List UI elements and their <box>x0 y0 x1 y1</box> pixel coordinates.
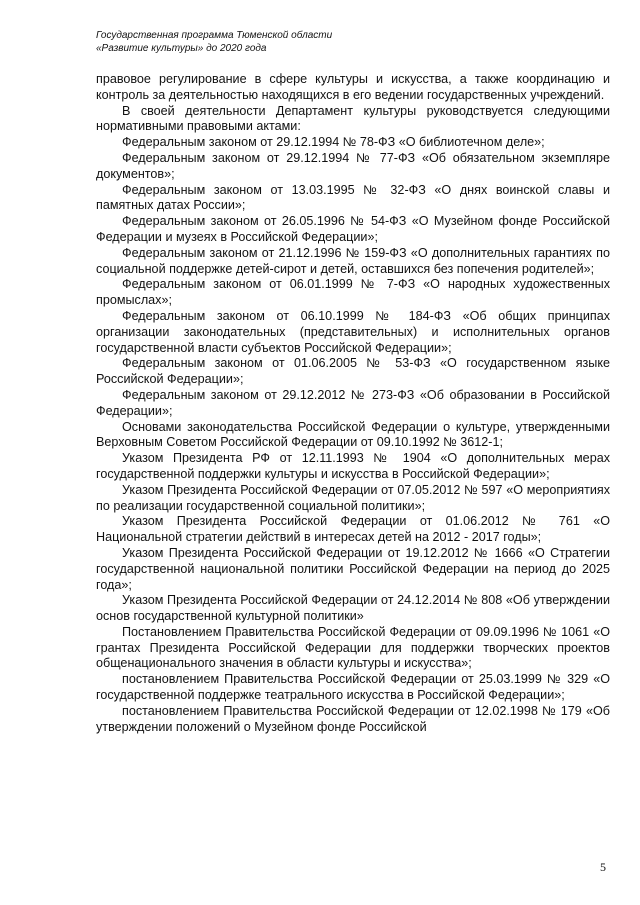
running-header <box>96 30 516 55</box>
legal-act-item: Федеральным законом от 13.03.1995 № 32-ФЗ «О днях воинской славы и памятных датах России»; <box>96 182 610 213</box>
legal-act-item: Федеральным законом от 29.12.1994 № 77-ФЗ «Об обязательном экземпляре документов»; <box>96 150 610 181</box>
legal-act-item: Указом Президента Российской Федерации от 07.05.2012 № 597 «О мероприятиях по реализации государственной социальной политики»; <box>96 482 610 513</box>
legal-act-item: Федеральным законом от 29.12.1994 № 78-ФЗ «О библиотечном деле»; <box>122 135 545 150</box>
legal-act-item: Федеральным законом от 06.10.1999 № 184-ФЗ «Об общих принципах организации законодательных (представительных) и исполнительных органов государственной власти субъектов Российской Федерации»; <box>96 308 610 355</box>
legal-act-item: Указом Президента Российской Федерации от 24.12.2014 № 808 «Об утверждении основ государственной культурной политики» <box>96 593 610 624</box>
header-program-subtitle: «Развитие культуры» до 2020 года <box>96 42 267 54</box>
document-body <box>96 72 610 735</box>
legal-act-item: Федеральным законом от 06.01.1999 № 7-ФЗ «О народных художественных промыслах»; <box>96 277 610 308</box>
header-program-title: Государственная программа Тюменской области <box>96 30 333 41</box>
legal-act-item: Федеральным законом от 01.06.2005 № 53-ФЗ «О государственном языке Российской Федерации»; <box>96 356 610 387</box>
page-number: 5 <box>600 860 606 874</box>
legal-act-item: постановлением Правительства Российской Федерации от 25.03.1999 № 329 «О государственной поддержке театрального искусства в Российской Федерации»; <box>96 672 610 703</box>
legal-act-item: Федеральным законом от 21.12.1996 № 159-ФЗ «О дополнительных гарантиях по социальной поддержке детей-сирот и детей, оставшихся без попечения родителей»; <box>96 245 610 276</box>
legal-act-item: Постановлением Правительства Российской Федерации от 09.09.1996 № 1061 «О грантах Президента Российской Федерации для поддержки творческих проектов общенационального значения в области культуры и искусства»; <box>96 624 610 671</box>
paragraph-continuation: правовое регулирование в сфере культуры и искусства, а также координацию и контроль за деятельностью находящихся в его ведении государственных учреждений. <box>96 72 610 102</box>
legal-act-item: Федеральным законом от 29.12.2012 № 273-ФЗ «Об образовании в Российской Федерации»; <box>96 387 610 418</box>
legal-act-item: Основами законодательства Российской Федерации о культуре, утвержденными Верховным Советом Российской Федерации от 09.10.1992 № 3612-1; <box>96 419 610 450</box>
legal-act-item: Федеральным законом от 26.05.1996 № 54-ФЗ «О Музейном фонде Российской Федерации и музеях в Российской Федерации»; <box>96 214 610 244</box>
legal-act-item: Указом Президента Российской Федерации от 01.06.2012 № 761 «О Национальной стратегии действий в интересах детей на 2012 - 2017 годы»; <box>96 514 610 545</box>
paragraph-intro: В своей деятельности Департамент культуры руководствуется следующими нормативными правовыми актами: <box>96 103 610 134</box>
legal-act-item: Указом Президента Российской Федерации от 19.12.2012 № 1666 «О Стратегии государственной национальной политики Российской Федерации на период до 2025 года»; <box>96 545 610 592</box>
legal-act-item: постановлением Правительства Российской Федерации от 12.02.1998 № 179 «Об утверждении положений о Музейном фонде Российской <box>96 703 610 734</box>
legal-act-item: Указом Президента РФ от 12.11.1993 № 1904 «О дополнительных мерах государственной поддержки культуры и искусства в Российской Федерации»; <box>96 451 610 481</box>
